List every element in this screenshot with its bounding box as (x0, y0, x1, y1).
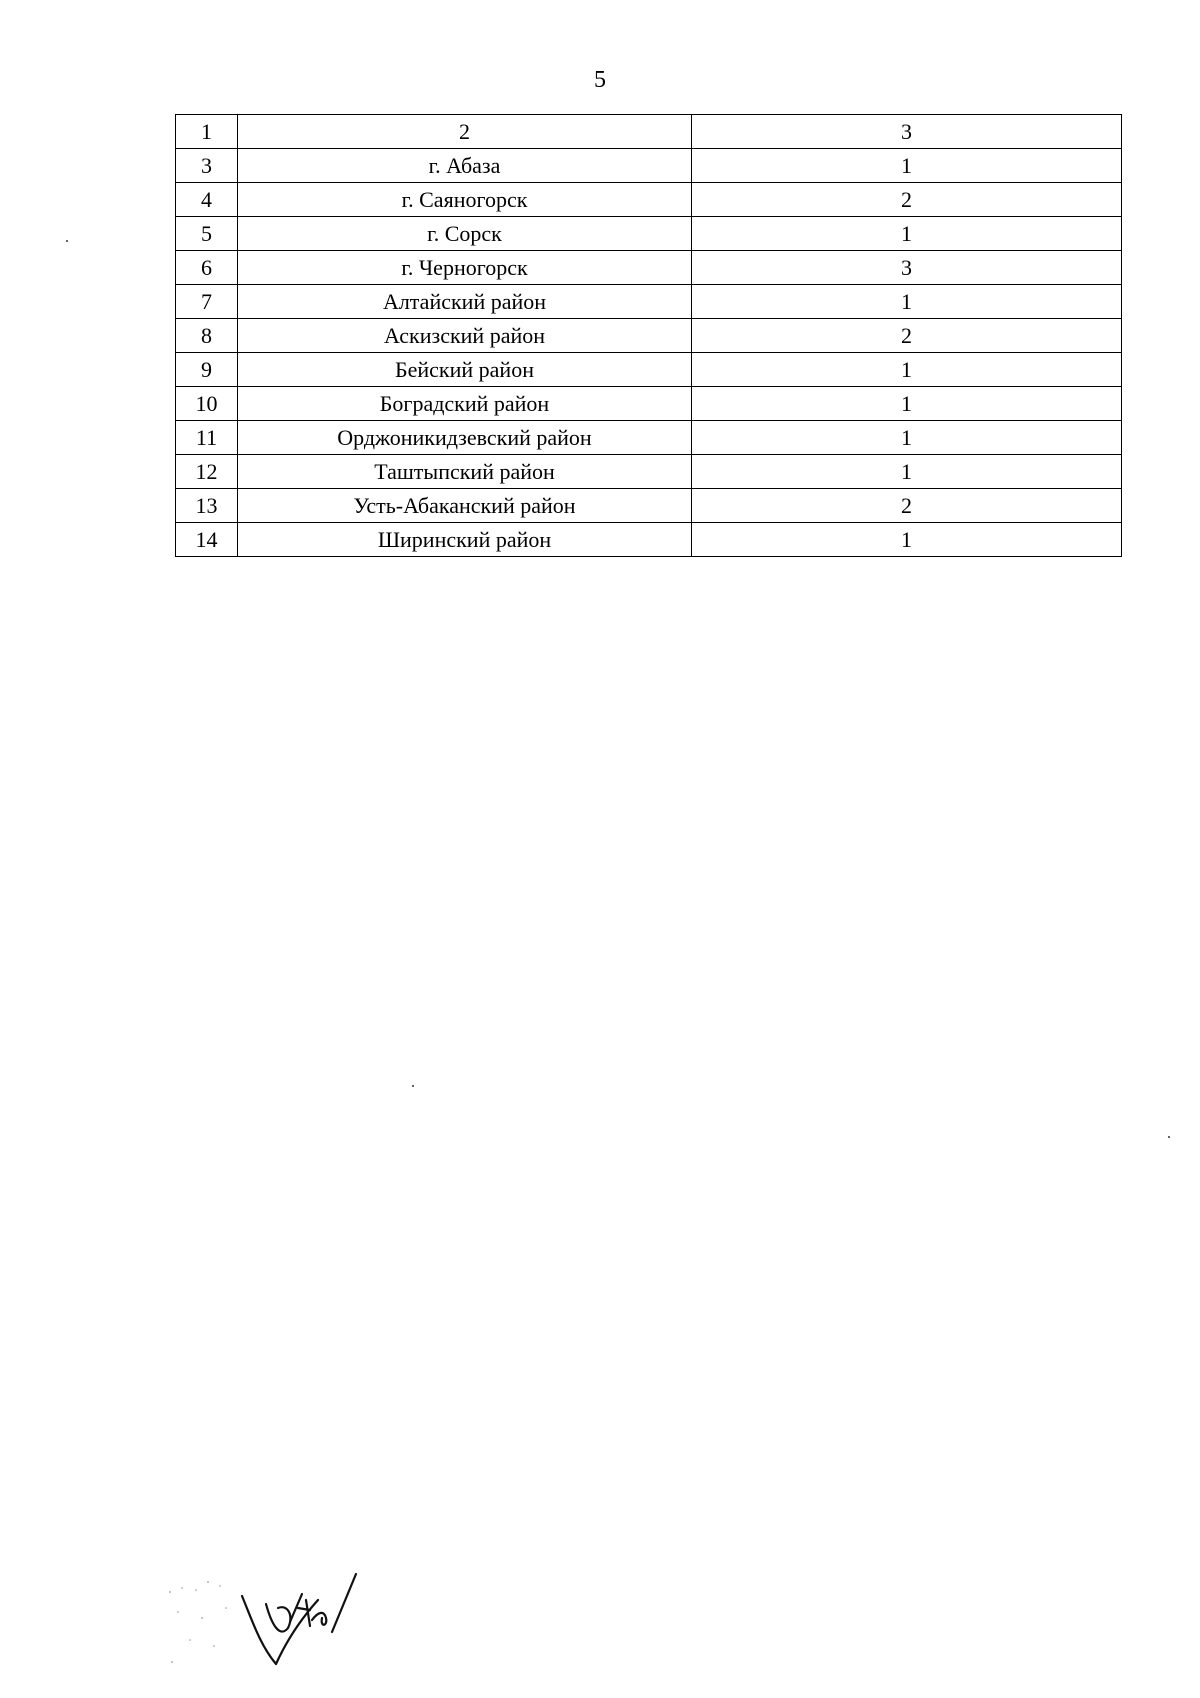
municipality-name: г. Абаза (238, 149, 692, 183)
table-row (176, 285, 1122, 319)
municipality-name: Орджоникидзевский район (238, 421, 692, 455)
count-value: 2 (692, 489, 1122, 523)
count-value: 1 (692, 523, 1122, 557)
municipality-name: Усть-Абаканский район (238, 489, 692, 523)
table-header-row (176, 115, 1122, 149)
table-row (176, 387, 1122, 421)
count-value: 2 (692, 183, 1122, 217)
table-row (176, 421, 1122, 455)
municipality-name: Боградский район (238, 387, 692, 421)
count-value: 1 (692, 387, 1122, 421)
row-number: 4 (176, 183, 238, 217)
municipality-name: г. Саяногорск (238, 183, 692, 217)
header-col-2: 2 (238, 115, 692, 149)
municipality-name: Аскизский район (238, 319, 692, 353)
row-number: 14 (176, 523, 238, 557)
header-col-3: 3 (692, 115, 1122, 149)
municipality-name: Бейский район (238, 353, 692, 387)
distribution-table (175, 114, 1122, 557)
table-row (176, 489, 1122, 523)
table-row (176, 353, 1122, 387)
table-row (176, 149, 1122, 183)
count-value: 1 (692, 455, 1122, 489)
count-value: 1 (692, 149, 1122, 183)
row-number: 6 (176, 251, 238, 285)
table-row (176, 523, 1122, 557)
table-row (176, 455, 1122, 489)
table-row (176, 251, 1122, 285)
scan-speck (66, 240, 68, 242)
row-number: 10 (176, 387, 238, 421)
row-number: 5 (176, 217, 238, 251)
row-number: 13 (176, 489, 238, 523)
count-value: 1 (692, 217, 1122, 251)
row-number: 8 (176, 319, 238, 353)
row-number: 9 (176, 353, 238, 387)
municipality-name: г. Сорск (238, 217, 692, 251)
count-value: 2 (692, 319, 1122, 353)
signature-mark (160, 1560, 390, 1690)
municipality-name: Алтайский район (238, 285, 692, 319)
count-value: 1 (692, 353, 1122, 387)
table-row (176, 183, 1122, 217)
row-number: 12 (176, 455, 238, 489)
table-row (176, 217, 1122, 251)
row-number: 11 (176, 421, 238, 455)
scan-speck (1168, 1136, 1170, 1138)
municipality-name: Таштыпский район (238, 455, 692, 489)
page-number: 5 (594, 67, 606, 93)
scan-speck (412, 1085, 414, 1087)
header-col-1: 1 (176, 115, 238, 149)
municipality-name: Ширинский район (238, 523, 692, 557)
count-value: 1 (692, 421, 1122, 455)
count-value: 1 (692, 285, 1122, 319)
table-row (176, 319, 1122, 353)
municipality-name: г. Черногорск (238, 251, 692, 285)
row-number: 7 (176, 285, 238, 319)
count-value: 3 (692, 251, 1122, 285)
row-number: 3 (176, 149, 238, 183)
